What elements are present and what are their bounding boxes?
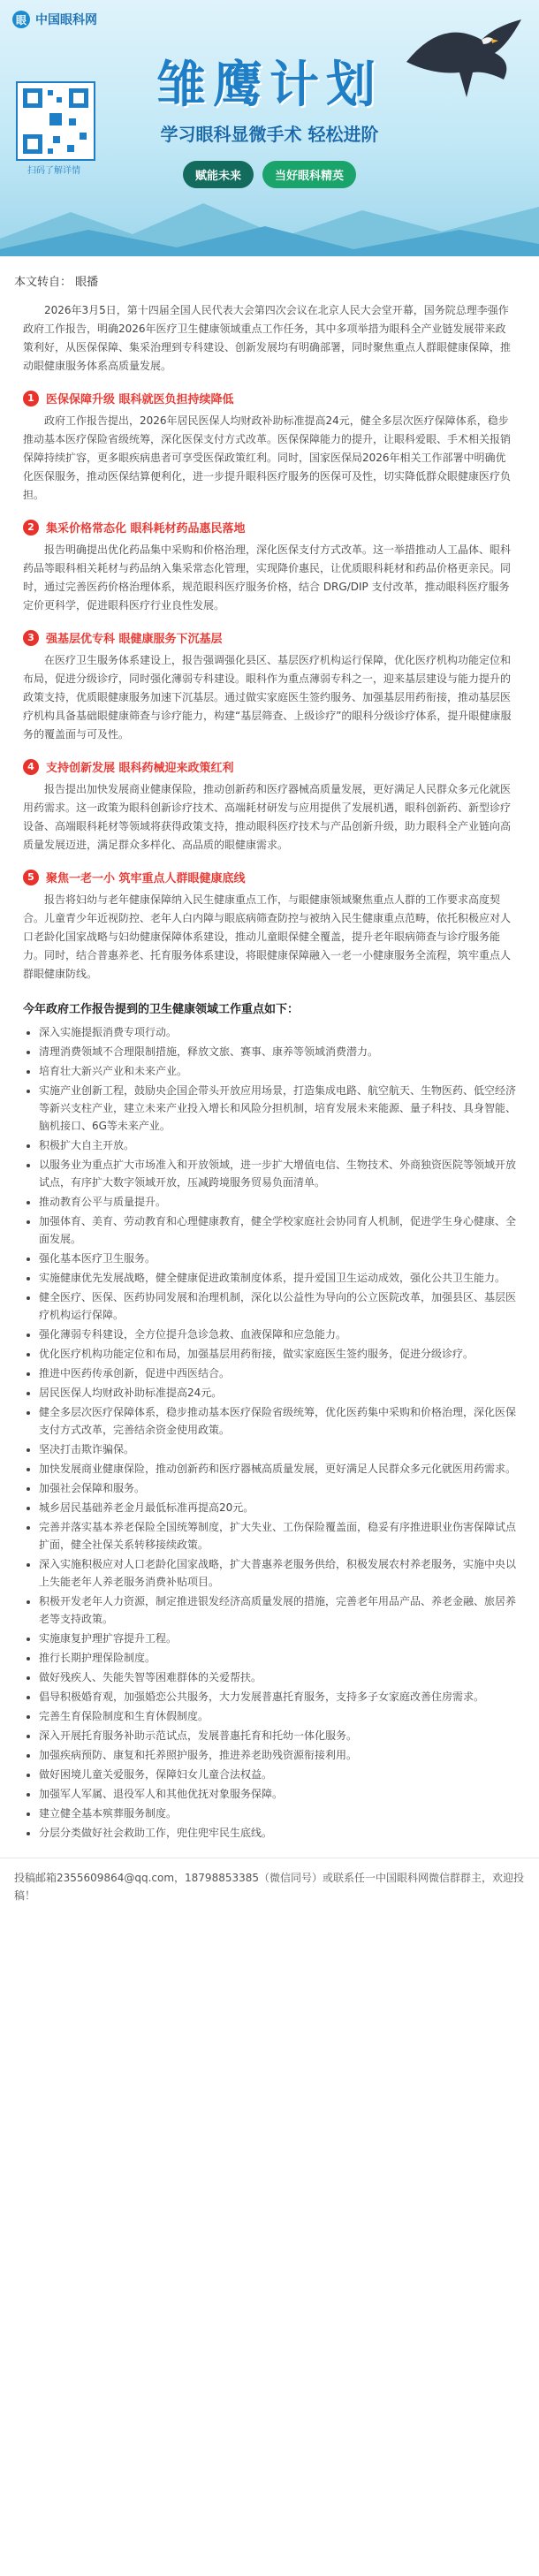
pill-empower: 赋能未来 [183,161,254,188]
section-number-badge: 2 [23,520,39,536]
list-item: • 推行长期护理保险制度。 [39,1649,516,1667]
list-item: • 培育壮大新兴产业和未来产业。 [39,1062,516,1080]
list-item: • 推动教育公平与质量提升。 [39,1193,516,1211]
list-item: • 清理消费领域不合理限制措施，释放文旅、赛事、康养等领域消费潜力。 [39,1043,516,1060]
banner-pills [0,161,539,188]
list-item: • 加强疾病预防、康复和托养照护服务，推进养老助残资源衔接利用。 [39,1746,516,1764]
list-item: • 居民医保人均财政补助标准提高24元。 [39,1384,516,1402]
banner-subtitle: 学习眼科显微手术 轻松进阶 [160,124,379,145]
list-item: • 建立健全基本殡葬服务制度。 [39,1805,516,1822]
qr-label: 扫码了解详情 [27,166,80,176]
list-item: • 积极扩大自主开放。 [39,1136,516,1154]
section-title: 集采价格常态化 眼科耗材药品惠民落地 [46,522,246,536]
list-item: • 优化医疗机构功能定位和布局，加强基层用药衔接，做实家庭医生签约服务，促进分级诊疗。 [39,1345,516,1363]
list-item: • 健全医疗、医保、医药协同发展和治理机制，深化以公益性为导向的公立医院改革，加强县区、基层医疗机构运行保障。 [39,1288,516,1324]
pill-elite: 当好眼科精英 [262,161,356,188]
key-points-list [23,1023,516,1842]
list-item: • 积极开发老年人力资源，制定推进银发经济高质量发展的措施，完善老年用品产品、养老金融、旅居养老等支持政策。 [39,1592,516,1628]
section-body: 报告提出加快发展商业健康保险，推动创新药和医疗器械高质量发展，更好满足人民群众多元化就医用药需求。这一政策为眼科创新诊疗技术、高端耗材研发与应用提供了发展机遇，眼科创新药、新型诊疗设备、高端眼科耗材等领域将获得政策支持，推动眼科医疗技术与产品创新升级，助力眼科全产业链向高质量发展迈进，满足群众多样化、高品质的眼健康需求。 [23,783,512,851]
section-header [23,629,516,646]
section-number-badge: 4 [23,759,39,775]
section-body: 报告明确提出优化药品集中采购和价格治理，深化医保支付方式改革。这一举措推动人工晶体、眼科药品等眼科相关耗材与药品纳入集采常态化管理，实现降价惠民，让优质眼科耗材和药品价格更亲民。同时，通过完善医药价格治理体系，规范眼科医疗服务价格，结合 DRG/DIP 支付改革，推动眼科医疗服务定价更科学，促进眼科医疗行业良性发展。 [23,543,512,612]
section-title: 强基层优专科 眼健康服务下沉基层 [46,633,223,646]
list-item: • 坚决打击欺诈骗保。 [39,1440,516,1458]
section-title: 医保保障升级 眼科就医负担持续降低 [46,393,234,407]
section-number-badge: 5 [23,870,39,885]
eye-logo-icon: 眼 [12,11,30,28]
list-item: • 推进中医药传承创新，促进中西医结合。 [39,1364,516,1382]
list-item: • 强化基本医疗卫生服务。 [39,1250,516,1267]
list-item: • 做好残疾人、失能失智等困难群体的关爱帮扶。 [39,1668,516,1686]
section-3 [14,629,525,744]
list-item: • 加强军人军属、退役军人和其他优抚对象服务保障。 [39,1785,516,1803]
logo-text: 中国眼科网 [35,13,97,27]
list-item: • 加快发展商业健康保险，推动创新药和医疗器械高质量发展，更好满足人民群众多元化就医用药需求。 [39,1460,516,1478]
section-body: 政府工作报告提出，2026年居民医保人均财政补助标准提高24元，健全多层次医疗保障体系，稳步推动基本医疗保险省级统筹，深化医保支付方式改革。医保保障能力的提升，让眼科爱眼、手术相关报销保障持续扩容，更多眼疾病患者可享受医保政策红利。同时，国家医保局2026年相关工作部署中明确优化医保服务，推动医保结算便利化，进一步提升眼科医疗服务的医保可及性，切实降低群众眼健康医疗负担。 [23,414,512,501]
list-item: • 以服务业为重点扩大市场准入和开放领域，进一步扩大增值电信、生物技术、外商独资医院等领域开放试点，有序扩大数字领域开放，压减跨境服务贸易负面清单。 [39,1156,516,1191]
submission-footer: 投稿邮箱2355609864@qq.com，18798853385（微信同号）或联系任一中国眼科网微信群群主，欢迎投稿！ [0,1858,539,1915]
section-header [23,758,516,775]
list-item: • 深入开展托育服务补助示范试点，发展普惠托育和托幼一体化服务。 [39,1727,516,1744]
list-item: • 深入实施积极应对人口老龄化国家战略，扩大普惠养老服务供给，积极发展农村养老服务，实施中央以上失能老年人养老服务消费补贴项目。 [39,1555,516,1591]
section-1 [14,390,525,505]
section-number-badge: 3 [23,630,39,646]
source-line: 本文转自： 眼播 [14,276,99,289]
list-item: • 健全多层次医疗保障体系，稳步推动基本医疗保险省级统筹，优化医药集中采购和价格治理，深化医保支付方式改革，完善结余资金使用政策。 [39,1403,516,1439]
list-item: • 做好困境儿童关爱服务，保障妇女儿童合法权益。 [39,1766,516,1783]
article-content [0,256,539,1842]
intro-paragraph: 2026年3月5日，第十四届全国人民代表大会第四次会议在北京人民大会堂开幕，国务院总理李强作政府工作报告，明确2026年医疗卫生健康领域重点工作任务，其中多项举措为眼科全产业链发展带来政策利好，从医保保障、集采治理到专科建设、创新发展均有明确部署，同时聚焦重点人群眼健康保障，推动眼健康服务体系高质量发展。 [23,304,512,372]
list-item: • 加强社会保障和服务。 [39,1479,516,1497]
key-points-title: 今年政府工作报告提到的卫生健康领域工作重点如下： [23,1003,300,1016]
section-title: 支持创新发展 眼科药械迎来政策红利 [46,762,234,775]
list-item: • 倡导积极婚育观，加强婚恋公共服务，大力发展普惠托育服务，支持多子女家庭改善住房需求。 [39,1688,516,1706]
list-item: • 强化薄弱专科建设，全方位提升急诊急救、血液保障和应急能力。 [39,1326,516,1343]
list-item: • 实施健康优先发展战略，健全健康促进政策制度体系，提升爱国卫生运动成效，强化公共卫生能力。 [39,1269,516,1287]
banner-title: 雏鹰计划 [156,56,383,114]
section-5 [14,869,525,984]
list-item: • 实施康复护理扩容提升工程。 [39,1630,516,1647]
section-body: 在医疗卫生服务体系建设上，报告强调强化县区、基层医疗机构运行保障，优化医疗机构功能定位和布局，促进分级诊疗，同时强化薄弱专科建设。眼科作为重点薄弱专科之一，迎来基层建设与能力提升的政策支持，优质眼健康服务加速下沉基层。通过做实家庭医生签约服务、加强基层用药衔接，推动基层医疗机构具备基础眼健康筛查与诊疗能力，构建“基层筛查、上级诊疗”的眼科分级诊疗体系，提升眼健康服务的覆盖面与可及性。 [23,654,512,741]
list-item: • 加强体育、美育、劳动教育和心理健康教育，健全学校家庭社会协同育人机制，促进学生身心健康、全面发展。 [39,1212,516,1248]
section-title: 聚焦一老一小 筑牢重点人群眼健康底线 [46,872,246,885]
list-item: • 完善并落实基本养老保险全国统筹制度，扩大失业、工伤保险覆盖面，稳妥有序推进职业伤害保障试点扩面，健全社保关系转移接续政策。 [39,1518,516,1554]
section-number-badge: 1 [23,391,39,407]
list-item: • 城乡居民基础养老金月最低标准再提高20元。 [39,1499,516,1516]
section-2 [14,519,525,615]
section-header [23,390,516,407]
hero-banner [0,0,539,256]
list-item: • 分层分类做好社会救助工作，兜住兜牢民生底线。 [39,1824,516,1842]
section-header [23,869,516,885]
section-4 [14,758,525,855]
list-item: • 完善生育保险制度和生育休假制度。 [39,1707,516,1725]
site-logo[interactable] [12,11,97,28]
section-header [23,519,516,536]
list-item: • 实施产业创新工程，鼓励央企国企带头开放应用场景，打造集成电路、航空航天、生物医药、低空经济等新兴支柱产业，建立未来产业投入增长和风险分担机制，培育发展未来能源、量子科技、具身智能、脑机接口、6G等未来产业。 [39,1082,516,1135]
section-body: 报告将妇幼与老年健康保障纳入民生健康重点工作，与眼健康领域聚焦重点人群的工作要求高度契合。儿童青少年近视防控、老年人白内障与眼底病筛查防控与被纳入民生健康重点范畴，依托积极应对人口老龄化国家战略与妇幼健康保障体系建设，推动儿童眼保健全覆盖，提升老年眼病筛查与诊疗服务能力。同时，结合普惠养老、托育服务体系建设，将眼健康保障融入一老一小健康服务全流程，筑牢重点人群眼健康防线。 [23,893,512,980]
mountain-decoration [0,186,539,256]
list-item: • 深入实施提振消费专项行动。 [39,1023,516,1041]
